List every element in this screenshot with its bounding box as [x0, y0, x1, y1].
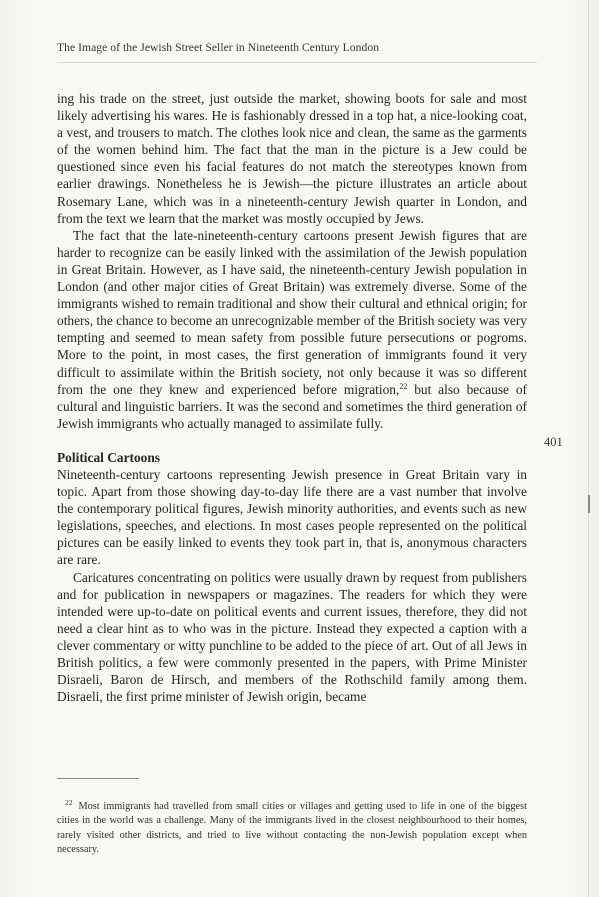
footnote-divider: [57, 778, 139, 779]
running-head: The Image of the Jewish Street Seller in Nineteenth Century London: [57, 41, 380, 54]
body-text: [57, 90, 527, 705]
paragraph: Caricatures concentrating on politics were usually drawn by request from publishers and for publication in newspapers or magazines. The readers for which they were intended were up-to-date on political events and current issues, therefore, they did not need a clear hint as to who was in the picture. Instead they expected a caption with a clever commentary or witty punchline to be added to the piece of art. Out of all Jews in British politics, a few were commonly presented in the papers, with Prime Minister Disraeli, Baron de Hirsch, and members of the Rothschild family among them. Disraeli, the first prime minister of Jewish origin, became: [57, 569, 527, 705]
section-heading: Political Cartoons: [57, 449, 161, 465]
paragraph-text: The fact that the late-nineteenth-century cartoons present Jewish figures that are harder to recognize can be easily linked with the assimilation of the Jewish population in Great Britain. However, as I have said, the nineteenth-century Jewish population in London (and other major cities of Great Britain) was extremely diverse. Some of the immigrants wished to remain traditional and show their cultural and ethnical origin; for others, the chance to become an unrecognizable member of the British society was very tempting and seemed to mean safety from possible future persecutions or pogroms. More to the point, in most cases, the first generation of immigrants found it very difficult to assimilate within the British society, not only because it was so different from the one they knew and experienced before migration,: [57, 227, 527, 397]
page-edge-line: [588, 0, 589, 897]
paragraph-text: but also because of cultural and linguistic barriers. It was the second and sometimes the third generation of Jewish immigrants who actually managed to assimilate fully.: [57, 381, 527, 431]
header-divider: [57, 62, 537, 63]
page-edge-mark: [588, 495, 590, 513]
paragraph-with-note: [57, 227, 527, 432]
footnote-reference[interactable]: 22: [399, 381, 408, 391]
footnote-number: 22: [65, 798, 73, 807]
paragraph: ing his trade on the street, just outside the market, showing boots for sale and most likely advertising his wares. He is fashionably dressed in a top hat, a nice-looking coat, a vest, and trousers to match. The clothes look nice and clean, the same as the garments of the women behind him. The fact that the man in the picture is a Jew could be questioned since even his facial features do not match the stereotypes known from earlier drawings. Nonetheless he is Jewish—the picture illustrates an article about Rosemary Lane, which was in a nineteenth-century Jewish quarter in London, and from the text we learn that the market was mostly occupied by Jews.: [57, 91, 527, 226]
paragraph: Nineteenth-century cartoons representing Jewish presence in Great Britain vary in topic. Apart from those showing day-to-day life there are a vast number that involve the contemporary political figures, Jewish minority authorities, and events such as new legislations, speeches, and elections. In most cases people represented on the political pictures can be easily linked to events they took part in, that is, anonymous characters are rare.: [57, 466, 527, 568]
page-number: 401: [544, 435, 563, 449]
footnote-text: Most immigrants had travelled from small cities or villages and getting used to life in one of the biggest cities in the world was a challenge. Many of the immigrants lived in the closest neighbourhood to their homes, rarely visited other districts, and tried to live without contacting the non-Jewish population except when necessary.: [57, 801, 527, 856]
footnote: [57, 800, 527, 858]
